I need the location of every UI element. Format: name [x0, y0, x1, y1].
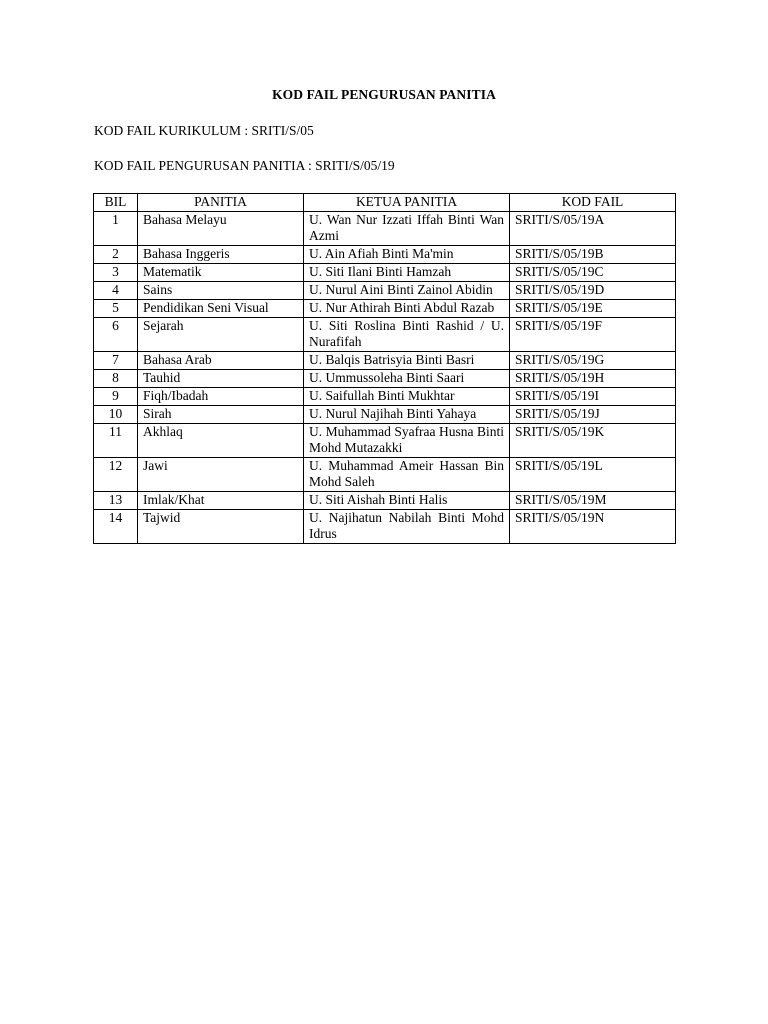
table-row: [94, 370, 676, 388]
header-kod-fail: KOD FAIL: [510, 194, 676, 212]
table-row: [94, 424, 676, 458]
cell-panitia: Imlak/Khat: [138, 492, 304, 510]
table-row: [94, 388, 676, 406]
cell-bil: 13: [94, 492, 138, 510]
cell-panitia: Akhlaq: [138, 424, 304, 458]
cell-ketua: U. Wan Nur Izzati Iffah Binti Wan Azmi: [304, 212, 510, 246]
cell-bil: 4: [94, 282, 138, 300]
cell-bil: 14: [94, 510, 138, 544]
cell-bil: 7: [94, 352, 138, 370]
kod-fail-pengurusan: KOD FAIL PENGURUSAN PANITIA : SRITI/S/05/19: [94, 158, 395, 173]
table-row: [94, 264, 676, 282]
cell-bil: 8: [94, 370, 138, 388]
table-header-row: [94, 194, 676, 212]
cell-kod: SRITI/S/05/19I: [510, 388, 676, 406]
cell-ketua: U. Muhammad Ameir Hassan Bin Mohd Saleh: [304, 458, 510, 492]
cell-ketua: U. Nurul Aini Binti Zainol Abidin: [304, 282, 510, 300]
cell-ketua: U. Balqis Batrisyia Binti Basri: [304, 352, 510, 370]
table-row: [94, 352, 676, 370]
cell-kod: SRITI/S/05/19E: [510, 300, 676, 318]
cell-panitia: Tauhid: [138, 370, 304, 388]
cell-bil: 10: [94, 406, 138, 424]
cell-panitia: Bahasa Melayu: [138, 212, 304, 246]
table-row: [94, 318, 676, 352]
cell-panitia: Jawi: [138, 458, 304, 492]
cell-kod: SRITI/S/05/19K: [510, 424, 676, 458]
panitia-table: [93, 193, 676, 544]
cell-ketua: U. Siti Roslina Binti Rashid / U. Nurafifah: [304, 318, 510, 352]
header-ketua-panitia: KETUA PANITIA: [304, 194, 510, 212]
cell-panitia: Matematik: [138, 264, 304, 282]
table-row: [94, 510, 676, 544]
cell-kod: SRITI/S/05/19J: [510, 406, 676, 424]
cell-kod: SRITI/S/05/19N: [510, 510, 676, 544]
cell-panitia: Bahasa Arab: [138, 352, 304, 370]
header-bil: BIL: [94, 194, 138, 212]
cell-bil: 5: [94, 300, 138, 318]
cell-bil: 1: [94, 212, 138, 246]
cell-panitia: Sains: [138, 282, 304, 300]
cell-panitia: Sirah: [138, 406, 304, 424]
cell-bil: 11: [94, 424, 138, 458]
cell-bil: 6: [94, 318, 138, 352]
table-row: [94, 492, 676, 510]
cell-kod: SRITI/S/05/19A: [510, 212, 676, 246]
cell-kod: SRITI/S/05/19L: [510, 458, 676, 492]
cell-panitia: Fiqh/Ibadah: [138, 388, 304, 406]
table-row: [94, 282, 676, 300]
cell-kod: SRITI/S/05/19C: [510, 264, 676, 282]
table-row: [94, 406, 676, 424]
cell-ketua: U. Nur Athirah Binti Abdul Razab: [304, 300, 510, 318]
cell-ketua: U. Nurul Najihah Binti Yahaya: [304, 406, 510, 424]
cell-panitia: Pendidikan Seni Visual: [138, 300, 304, 318]
table-row: [94, 300, 676, 318]
cell-kod: SRITI/S/05/19B: [510, 246, 676, 264]
table-row: [94, 246, 676, 264]
cell-panitia: Sejarah: [138, 318, 304, 352]
table-row: [94, 212, 676, 246]
cell-kod: SRITI/S/05/19M: [510, 492, 676, 510]
table-row: [94, 458, 676, 492]
cell-ketua: U. Ummussoleha Binti Saari: [304, 370, 510, 388]
cell-ketua: U. Ain Afiah Binti Ma'min: [304, 246, 510, 264]
cell-bil: 9: [94, 388, 138, 406]
cell-bil: 2: [94, 246, 138, 264]
cell-ketua: U. Siti Aishah Binti Halis: [304, 492, 510, 510]
cell-kod: SRITI/S/05/19G: [510, 352, 676, 370]
cell-panitia: Tajwid: [138, 510, 304, 544]
cell-ketua: U. Saifullah Binti Mukhtar: [304, 388, 510, 406]
cell-ketua: U. Najihatun Nabilah Binti Mohd Idrus: [304, 510, 510, 544]
cell-bil: 12: [94, 458, 138, 492]
header-panitia: PANITIA: [138, 194, 304, 212]
cell-kod: SRITI/S/05/19F: [510, 318, 676, 352]
cell-kod: SRITI/S/05/19D: [510, 282, 676, 300]
cell-kod: SRITI/S/05/19H: [510, 370, 676, 388]
cell-ketua: U. Muhammad Syafraa Husna Binti Mohd Mutazakki: [304, 424, 510, 458]
cell-ketua: U. Siti Ilani Binti Hamzah: [304, 264, 510, 282]
cell-panitia: Bahasa Inggeris: [138, 246, 304, 264]
kod-fail-kurikulum: KOD FAIL KURIKULUM : SRITI/S/05: [94, 123, 314, 138]
cell-bil: 3: [94, 264, 138, 282]
page-title: KOD FAIL PENGURUSAN PANITIA: [272, 87, 496, 102]
